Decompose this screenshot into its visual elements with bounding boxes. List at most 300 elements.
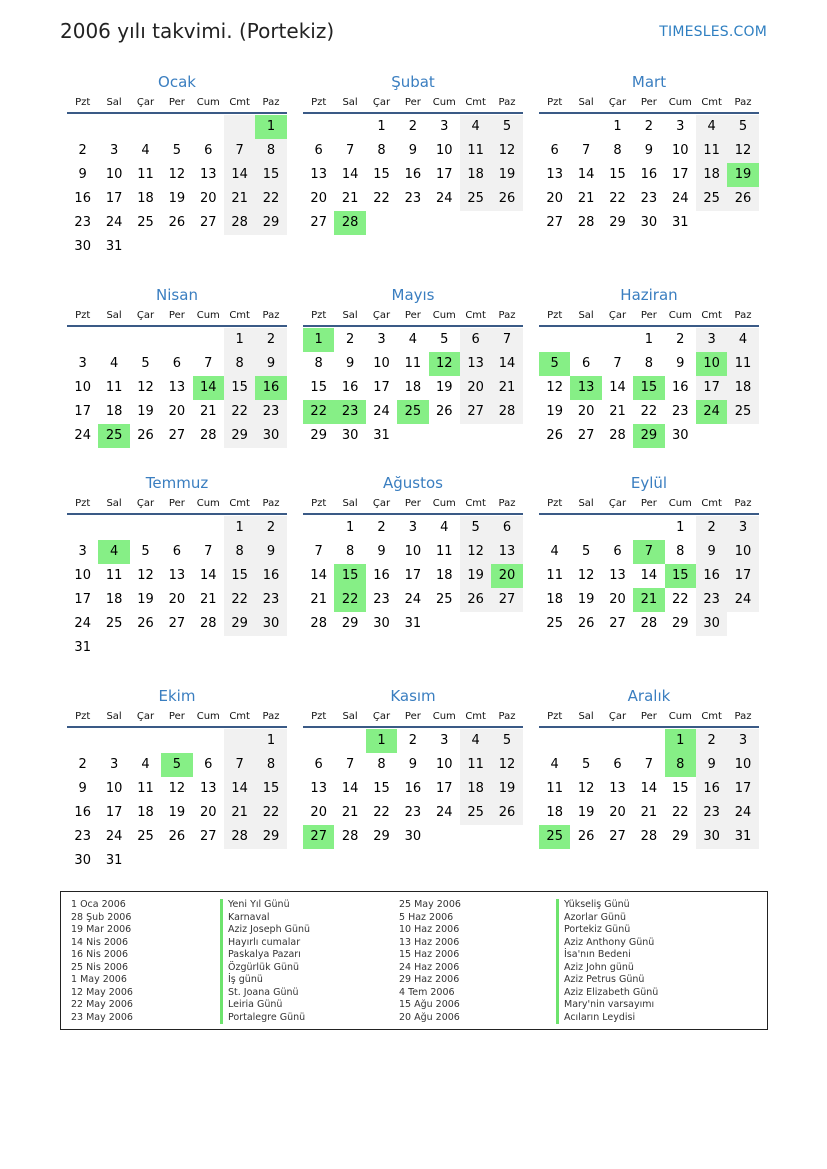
empty-cell — [130, 115, 161, 139]
weekday-label: Sal — [578, 310, 594, 321]
day-cell: 21 — [310, 592, 327, 607]
holiday-day-cell: 8 — [665, 753, 696, 777]
day-cell: 8 — [377, 143, 386, 158]
day-cell: 11 — [137, 781, 154, 796]
day-cell: 20 — [310, 805, 327, 820]
day-cell: 10 — [727, 753, 758, 777]
day-cell: 27 — [199, 215, 217, 230]
weekday-label: Cmt — [229, 97, 250, 108]
day-cell: 26 — [727, 187, 758, 211]
day-cell: 9 — [255, 352, 286, 376]
day-cell: 23 — [404, 191, 422, 206]
day-cell: 26 — [491, 801, 522, 825]
weekday-label: Per — [640, 310, 657, 321]
weekday-label: Paz — [734, 711, 752, 722]
day-cell: 14 — [640, 568, 658, 583]
day-cell: 26 — [577, 829, 595, 844]
day-cell: 22 — [255, 187, 286, 211]
day-cell: 10 — [404, 544, 422, 559]
day-cell: 27 — [460, 400, 491, 424]
day-cell: 29 — [255, 211, 286, 235]
day-cell: 15 — [310, 380, 327, 395]
day-cell: 16 — [696, 564, 727, 588]
day-cell: 10 — [105, 167, 123, 182]
empty-cell — [602, 516, 633, 540]
weekday-label: Per — [168, 498, 185, 509]
day-grid — [539, 516, 759, 636]
day-cell: 12 — [546, 380, 563, 395]
day-cell: 3 — [727, 729, 758, 753]
day-cell: 18 — [137, 805, 154, 820]
legend-dates-col-2 — [399, 899, 461, 1024]
day-cell: 12 — [137, 380, 154, 395]
day-cell: 14 — [341, 167, 359, 182]
weekday-label: Cum — [668, 97, 692, 108]
day-cell: 10 — [435, 143, 453, 158]
legend-name: Paskalya Pazarı — [220, 949, 310, 962]
weekday-label: Paz — [262, 498, 280, 509]
day-cell: 22 — [373, 191, 390, 206]
weekday-label: Sal — [342, 310, 358, 321]
day-cell: 25 — [460, 187, 491, 211]
empty-cell — [303, 115, 334, 139]
weekday-header — [539, 94, 759, 114]
day-cell: 7 — [644, 757, 653, 772]
legend-dates-col-1 — [71, 899, 133, 1024]
day-cell: 2 — [408, 119, 417, 134]
weekday-header — [67, 94, 287, 114]
day-cell: 1 — [644, 332, 653, 347]
day-cell: 21 — [341, 191, 359, 206]
weekday-label: Sal — [578, 498, 594, 509]
weekday-header — [303, 708, 523, 728]
day-cell: 2 — [255, 516, 286, 540]
day-grid — [539, 729, 759, 849]
weekday-label: Per — [168, 310, 185, 321]
day-cell: 10 — [373, 356, 390, 371]
legend-name: Leiria Günü — [220, 999, 310, 1012]
legend-name: Portekiz Günü — [556, 924, 658, 937]
weekday-label: Paz — [262, 711, 280, 722]
day-cell: 9 — [644, 143, 653, 158]
day-cell: 26 — [435, 404, 453, 419]
day-cell: 2 — [377, 520, 386, 535]
day-cell: 11 — [404, 356, 422, 371]
month-name: Ağustos — [383, 474, 443, 492]
day-cell: 1 — [613, 119, 622, 134]
day-cell: 17 — [727, 564, 758, 588]
day-cell: 21 — [609, 404, 626, 419]
day-cell: 28 — [640, 829, 658, 844]
day-cell: 8 — [224, 540, 255, 564]
month-6 — [539, 285, 759, 448]
day-cell: 13 — [199, 781, 217, 796]
day-cell: 4 — [141, 143, 150, 158]
day-cell: 29 — [373, 829, 390, 844]
holiday-day-cell: 1 — [665, 729, 696, 753]
day-grid — [303, 328, 523, 448]
day-grid — [67, 516, 287, 660]
day-cell: 25 — [696, 187, 727, 211]
day-cell: 18 — [460, 163, 491, 187]
day-cell: 31 — [671, 215, 689, 230]
day-cell: 2 — [696, 729, 727, 753]
day-cell: 30 — [696, 612, 727, 636]
weekday-label: Per — [404, 498, 421, 509]
day-cell: 16 — [404, 781, 422, 796]
day-cell: 12 — [491, 753, 522, 777]
day-cell: 30 — [640, 215, 658, 230]
day-cell: 24 — [105, 215, 123, 230]
day-cell: 30 — [341, 428, 359, 443]
day-cell: 23 — [255, 588, 286, 612]
day-cell: 29 — [609, 215, 626, 230]
day-cell: 28 — [224, 825, 255, 849]
day-cell: 25 — [137, 829, 154, 844]
day-cell: 23 — [373, 592, 390, 607]
empty-cell — [334, 115, 365, 139]
day-cell: 3 — [78, 544, 87, 559]
day-cell: 22 — [609, 191, 626, 206]
empty-cell — [193, 516, 224, 540]
day-cell: 5 — [581, 544, 591, 559]
day-cell: 30 — [373, 616, 390, 631]
day-cell: 23 — [404, 805, 422, 820]
day-cell: 4 — [109, 356, 119, 371]
legend-date: 1 May 2006 — [71, 974, 127, 985]
day-cell: 6 — [613, 544, 622, 559]
day-cell: 23 — [640, 191, 658, 206]
empty-cell — [570, 328, 601, 352]
legend-name: Aziz Joseph Günü — [220, 924, 310, 937]
day-cell: 26 — [491, 187, 522, 211]
day-cell: 29 — [224, 424, 255, 448]
day-cell: 30 — [255, 424, 286, 448]
day-cell: 24 — [404, 592, 422, 607]
day-cell: 17 — [74, 592, 91, 607]
day-cell: 24 — [671, 191, 689, 206]
weekday-label: Çar — [608, 711, 627, 722]
day-cell: 20 — [168, 404, 186, 419]
weekday-header — [539, 708, 759, 728]
day-cell: 5 — [141, 544, 150, 559]
day-cell: 11 — [696, 139, 727, 163]
day-cell: 18 — [546, 805, 563, 820]
weekday-label: Cmt — [465, 97, 486, 108]
empty-cell — [224, 115, 255, 139]
day-cell: 20 — [609, 592, 626, 607]
day-cell: 7 — [581, 143, 591, 158]
weekday-label: Paz — [498, 97, 516, 108]
day-cell: 6 — [460, 328, 491, 352]
holiday-day-cell: 1 — [255, 115, 286, 139]
empty-cell — [303, 516, 334, 540]
weekday-label: Cum — [432, 498, 456, 509]
day-cell: 9 — [255, 540, 286, 564]
holiday-day-cell: 15 — [665, 564, 696, 588]
day-cell: 5 — [727, 115, 758, 139]
weekday-label: Paz — [734, 310, 752, 321]
month-2 — [303, 72, 523, 235]
holiday-day-cell: 21 — [633, 588, 664, 612]
day-cell: 6 — [172, 356, 181, 371]
day-cell: 2 — [696, 516, 727, 540]
day-cell: 4 — [550, 544, 559, 559]
weekday-label: Cum — [432, 97, 456, 108]
day-cell: 7 — [345, 143, 355, 158]
day-cell: 9 — [676, 356, 685, 371]
weekday-label: Per — [404, 97, 421, 108]
day-cell: 12 — [137, 568, 154, 583]
day-cell: 28 — [640, 616, 658, 631]
day-cell: 7 — [314, 544, 323, 559]
legend-name: Aziz John günü — [556, 962, 658, 975]
day-cell: 15 — [255, 777, 286, 801]
day-cell: 25 — [727, 400, 758, 424]
day-cell: 20 — [168, 592, 186, 607]
day-cell: 3 — [109, 143, 119, 158]
month-name: Ocak — [158, 73, 196, 91]
empty-cell — [193, 115, 224, 139]
weekday-label: Çar — [608, 97, 627, 108]
day-cell: 13 — [491, 540, 522, 564]
day-cell: 25 — [460, 801, 491, 825]
day-cell: 24 — [435, 805, 453, 820]
day-cell: 12 — [168, 781, 186, 796]
month-name: Haziran — [620, 286, 678, 304]
empty-cell — [130, 328, 161, 352]
day-cell: 3 — [440, 733, 449, 748]
day-cell: 2 — [78, 143, 87, 158]
weekday-label: Sal — [106, 498, 122, 509]
legend-date: 20 Ağu 2006 — [399, 1011, 460, 1023]
day-cell: 9 — [696, 753, 727, 777]
legend-name: Azorlar Günü — [556, 912, 658, 925]
day-cell: 6 — [613, 757, 622, 772]
day-cell: 29 — [671, 616, 689, 631]
day-cell: 11 — [546, 781, 563, 796]
day-cell: 5 — [141, 356, 150, 371]
day-cell: 3 — [727, 516, 758, 540]
day-cell: 28 — [199, 616, 217, 631]
day-cell: 29 — [255, 825, 286, 849]
empty-cell — [98, 516, 129, 540]
weekday-label: Cum — [196, 310, 220, 321]
day-cell: 18 — [105, 592, 123, 607]
weekday-label: Pzt — [547, 310, 563, 321]
day-cell: 23 — [74, 829, 91, 844]
day-cell: 26 — [577, 616, 595, 631]
day-cell: 28 — [341, 829, 359, 844]
day-cell: 27 — [199, 829, 217, 844]
day-cell: 27 — [546, 215, 563, 230]
day-cell: 8 — [345, 544, 355, 559]
day-cell: 20 — [460, 376, 491, 400]
day-cell: 1 — [676, 520, 685, 535]
day-cell: 31 — [105, 853, 123, 868]
day-cell: 27 — [168, 616, 186, 631]
holiday-day-cell: 12 — [429, 352, 460, 376]
day-cell: 15 — [224, 564, 255, 588]
empty-cell — [98, 729, 129, 753]
weekday-label: Cum — [432, 310, 456, 321]
day-cell: 8 — [644, 356, 653, 371]
day-cell: 7 — [345, 757, 355, 772]
holiday-day-cell: 25 — [397, 400, 428, 424]
legend-date: 12 May 2006 — [71, 986, 133, 998]
empty-cell — [161, 729, 192, 753]
month-name: Nisan — [156, 286, 198, 304]
legend-date: 14 Nis 2006 — [71, 936, 128, 948]
day-cell: 19 — [168, 805, 186, 820]
day-cell: 11 — [435, 544, 453, 559]
day-cell: 5 — [440, 332, 449, 347]
day-cell: 13 — [310, 781, 327, 796]
holiday-day-cell: 10 — [696, 352, 727, 376]
weekday-label: Pzt — [75, 498, 91, 509]
legend-date: 1 Oca 2006 — [71, 899, 126, 910]
month-12 — [539, 686, 759, 849]
month-9 — [539, 473, 759, 636]
day-cell: 13 — [168, 568, 186, 583]
holiday-day-cell: 14 — [193, 376, 224, 400]
day-cell: 21 — [577, 191, 595, 206]
weekday-label: Çar — [372, 97, 391, 108]
holiday-day-cell: 5 — [161, 753, 192, 777]
weekday-header — [67, 495, 287, 515]
day-cell: 20 — [546, 191, 563, 206]
day-cell: 1 — [224, 328, 255, 352]
day-cell: 2 — [255, 328, 286, 352]
empty-cell — [539, 729, 570, 753]
weekday-label: Cmt — [701, 498, 722, 509]
legend-name: St. Joana Günü — [220, 987, 310, 1000]
empty-cell — [67, 115, 98, 139]
legend-name: İş günü — [220, 974, 310, 987]
day-cell: 12 — [460, 540, 491, 564]
day-cell: 14 — [609, 380, 626, 395]
day-cell: 14 — [491, 352, 522, 376]
weekday-header — [539, 495, 759, 515]
day-cell: 21 — [224, 801, 255, 825]
day-cell: 11 — [105, 380, 123, 395]
day-cell: 22 — [373, 805, 390, 820]
weekday-label: Cmt — [229, 310, 250, 321]
day-cell: 18 — [105, 404, 123, 419]
day-cell: 2 — [408, 733, 417, 748]
day-cell: 21 — [199, 404, 217, 419]
day-cell: 28 — [609, 428, 626, 443]
weekday-label: Çar — [608, 498, 627, 509]
day-cell: 27 — [491, 588, 522, 612]
day-cell: 29 — [224, 612, 255, 636]
holiday-day-cell: 20 — [491, 564, 522, 588]
site-link[interactable]: TIMESLES.COM — [659, 24, 767, 40]
day-cell: 8 — [676, 544, 685, 559]
legend-names-col-2 — [556, 899, 658, 1024]
day-cell: 17 — [435, 781, 453, 796]
weekday-label: Sal — [106, 711, 122, 722]
day-cell: 14 — [310, 568, 327, 583]
weekday-label: Cmt — [701, 310, 722, 321]
weekday-header — [67, 307, 287, 327]
weekday-label: Çar — [136, 711, 155, 722]
holiday-legend — [60, 891, 768, 1030]
weekday-label: Cmt — [701, 711, 722, 722]
empty-cell — [224, 729, 255, 753]
legend-date: 15 Ağu 2006 — [399, 999, 460, 1010]
weekday-label: Paz — [262, 97, 280, 108]
legend-date: 10 Haz 2006 — [399, 924, 460, 935]
day-cell: 19 — [168, 191, 186, 206]
empty-cell — [334, 729, 365, 753]
day-cell: 4 — [460, 115, 491, 139]
empty-cell — [130, 729, 161, 753]
day-cell: 12 — [168, 167, 186, 182]
holiday-day-cell: 19 — [727, 163, 758, 187]
day-cell: 8 — [377, 757, 386, 772]
day-cell: 17 — [74, 404, 91, 419]
day-cell: 24 — [74, 616, 91, 631]
day-cell: 3 — [676, 119, 685, 134]
day-cell: 26 — [137, 616, 154, 631]
weekday-label: Cum — [432, 711, 456, 722]
day-grid — [67, 115, 287, 259]
day-cell: 4 — [696, 115, 727, 139]
legend-name: Yeni Yıl Günü — [220, 899, 310, 912]
day-cell: 18 — [137, 191, 154, 206]
weekday-label: Sal — [578, 711, 594, 722]
day-cell: 28 — [491, 400, 522, 424]
day-cell: 5 — [491, 115, 522, 139]
weekday-label: Paz — [498, 310, 516, 321]
day-cell: 22 — [255, 801, 286, 825]
day-cell: 1 — [345, 520, 355, 535]
weekday-label: Paz — [498, 711, 516, 722]
day-cell: 13 — [168, 380, 186, 395]
day-cell: 5 — [491, 729, 522, 753]
day-cell: 18 — [727, 376, 758, 400]
day-cell: 9 — [408, 143, 417, 158]
legend-name: Hayırlı cumalar — [220, 937, 310, 950]
legend-name: Acıların Leydisi — [556, 1012, 658, 1025]
weekday-label: Pzt — [311, 310, 327, 321]
day-cell: 26 — [546, 428, 563, 443]
day-cell: 7 — [613, 356, 622, 371]
month-name: Eylül — [630, 474, 668, 492]
day-cell: 4 — [440, 520, 449, 535]
day-cell: 19 — [491, 777, 522, 801]
day-cell: 16 — [74, 805, 91, 820]
legend-name: Aziz Petrus Günü — [556, 974, 658, 987]
day-cell: 3 — [408, 520, 417, 535]
empty-cell — [98, 115, 129, 139]
day-cell: 2 — [345, 332, 355, 347]
day-cell: 1 — [377, 119, 386, 134]
day-cell: 6 — [204, 757, 213, 772]
legend-date: 29 Haz 2006 — [399, 974, 460, 985]
day-cell: 23 — [696, 588, 727, 612]
day-cell: 19 — [546, 404, 563, 419]
day-cell: 15 — [373, 781, 390, 796]
day-cell: 15 — [609, 167, 626, 182]
empty-cell — [602, 729, 633, 753]
day-cell: 1 — [224, 516, 255, 540]
day-cell: 31 — [373, 428, 390, 443]
day-cell: 12 — [491, 139, 522, 163]
day-cell: 11 — [137, 167, 154, 182]
day-cell: 26 — [168, 829, 186, 844]
